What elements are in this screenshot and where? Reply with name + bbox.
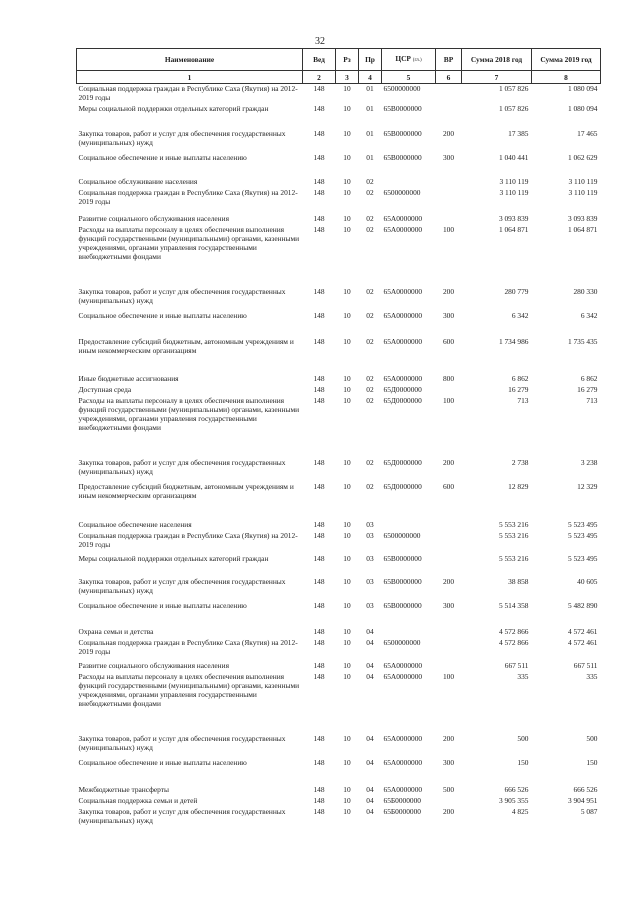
row-sum-2019: 1 080 094 (567, 84, 598, 93)
row-sum-2018: 17 385 (508, 128, 529, 138)
row-vr: 500 (442, 784, 455, 794)
row-sum-2018: 666 526 (504, 784, 529, 794)
row-name: Доступная среда (78, 384, 132, 394)
row-rz: 10 (343, 213, 351, 223)
row-vr (436, 627, 462, 638)
table-body (77, 84, 601, 827)
row-vr: 300 (442, 152, 455, 162)
budget-table (76, 48, 601, 827)
header-sum-2018: Сумма 2018 год (462, 49, 532, 71)
row-ved: 148 (313, 310, 325, 320)
row-csr: 65А0000000 (383, 310, 423, 320)
row-vr (436, 214, 462, 225)
row-vr: 200 (442, 457, 455, 467)
header-ved: Вед (303, 49, 336, 71)
row-sum-2019: 3 093 839 (567, 213, 598, 223)
row-sum-2019: 5 523 495 (567, 553, 598, 563)
header-col-number: 5 (382, 71, 436, 84)
row-csr: 65А0000000 (383, 286, 423, 296)
row-pr: 03 (366, 600, 374, 610)
row-ved: 148 (313, 457, 325, 467)
row-ved: 148 (313, 530, 325, 540)
row-sum-2018: 4 825 (511, 806, 529, 816)
row-sum-2018: 3 110 119 (499, 176, 529, 186)
row-csr (382, 627, 436, 638)
row-sum-2019: 4 572 461 (567, 626, 598, 636)
page-number: 32 (315, 36, 325, 47)
row-csr: 65В0000000 (383, 600, 422, 610)
row-sum-2019: 6 862 (580, 373, 598, 383)
row-csr: 65В0000000 (383, 103, 422, 113)
row-sum-2019: 5 523 495 (567, 530, 598, 540)
row-sum-2019: 40 605 (577, 576, 598, 586)
row-ved: 148 (313, 660, 325, 670)
row-sum-2018: 713 (517, 395, 529, 405)
row-rz: 10 (343, 481, 351, 491)
table-row (77, 374, 601, 385)
table-row (77, 396, 601, 458)
header-col-number: 1 (77, 71, 303, 84)
row-sum-2018: 1 734 986 (498, 336, 529, 346)
row-pr: 02 (366, 395, 374, 405)
row-ved: 148 (313, 286, 325, 296)
row-rz: 10 (343, 733, 351, 743)
row-pr: 04 (366, 784, 374, 794)
header-col-number: 7 (462, 71, 532, 84)
row-name: Социальное обеспечение населения (78, 519, 192, 529)
table-row (77, 520, 601, 531)
row-rz: 10 (343, 187, 351, 197)
row-vr: 300 (442, 757, 455, 767)
header-csr-label: ЦСР (395, 54, 411, 63)
table-row (77, 601, 601, 627)
row-ved: 148 (313, 128, 325, 138)
row-csr: 65А0000000 (383, 757, 423, 767)
row-vr: 600 (442, 481, 455, 491)
row-vr: 200 (442, 576, 455, 586)
row-csr: 65А0000000 (383, 660, 423, 670)
row-sum-2019: 280 330 (573, 286, 598, 296)
row-sum-2019: 3 110 119 (568, 187, 598, 197)
row-pr: 02 (366, 187, 374, 197)
header-csr (382, 49, 436, 71)
table-row (77, 84, 601, 104)
header-name: Наименование (77, 49, 303, 71)
header-col-number: 4 (359, 71, 382, 84)
table-row (77, 796, 601, 807)
row-name: Социальная поддержка семьи и детей (78, 795, 198, 805)
row-rz: 10 (343, 671, 351, 681)
row-sum-2018: 4 572 866 (498, 637, 529, 647)
row-name: Закупка товаров, работ и услуг для обеспечения государственных (муниципальных) нужд (78, 576, 286, 595)
row-ved: 148 (313, 637, 325, 647)
row-name: Иные бюджетные ассигнования (78, 373, 179, 383)
row-pr: 02 (366, 310, 374, 320)
row-rz: 10 (343, 384, 351, 394)
row-name: Социальное обслуживание населения (78, 176, 198, 186)
table-row (77, 385, 601, 396)
row-rz: 10 (343, 806, 351, 816)
row-vr: 200 (442, 286, 455, 296)
row-name: Охрана семьи и детства (78, 626, 154, 636)
row-rz: 10 (343, 530, 351, 540)
row-rz: 10 (343, 626, 351, 636)
row-sum-2019: 1 080 094 (567, 103, 598, 113)
row-csr: 65В0000000 (383, 152, 422, 162)
row-csr: 65Д0000000 (383, 481, 422, 491)
row-ved: 148 (313, 187, 325, 197)
table-row (77, 661, 601, 672)
row-sum-2019: 1 735 435 (567, 336, 598, 346)
table-row (77, 153, 601, 177)
row-vr: 200 (442, 128, 455, 138)
table-row (77, 104, 601, 129)
row-sum-2019: 500 (586, 733, 598, 743)
row-name: Социальное обеспечение и иные выплаты населению (78, 600, 247, 610)
row-name: Расходы на выплаты персоналу в целях обеспечения выполнения функций государственными (муниципальными) органами, казенными учреждениями, органами управления государственными внебюджетными фондами (78, 395, 300, 432)
row-vr (436, 385, 462, 396)
row-sum-2018: 1 057 826 (498, 84, 529, 93)
row-sum-2019: 666 526 (573, 784, 598, 794)
row-ved: 148 (313, 519, 325, 529)
table-row (77, 225, 601, 287)
row-csr: 6500000000 (383, 637, 421, 647)
row-ved: 148 (313, 152, 325, 162)
header-col-number: 8 (532, 71, 601, 84)
row-sum-2018: 1 057 826 (498, 103, 529, 113)
row-ved: 148 (313, 784, 325, 794)
table-row (77, 554, 601, 577)
row-sum-2019: 667 511 (573, 660, 598, 670)
row-rz: 10 (343, 600, 351, 610)
row-ved: 148 (313, 395, 325, 405)
row-rz: 10 (343, 553, 351, 563)
row-ved: 148 (313, 213, 325, 223)
row-sum-2018: 38 858 (508, 576, 529, 586)
row-sum-2018: 5 553 216 (498, 530, 529, 540)
row-sum-2019: 335 (586, 671, 598, 681)
row-rz: 10 (343, 286, 351, 296)
row-ved: 148 (313, 626, 325, 636)
row-sum-2018: 3 093 839 (498, 213, 529, 223)
table-row (77, 482, 601, 520)
row-sum-2018: 500 (517, 733, 529, 743)
table-row (77, 214, 601, 225)
row-vr (436, 104, 462, 129)
row-csr: 6500000000 (383, 84, 421, 93)
row-vr: 100 (442, 224, 455, 234)
table-row (77, 311, 601, 337)
row-rz: 10 (343, 457, 351, 467)
table-row (77, 785, 601, 796)
row-sum-2018: 1 040 441 (498, 152, 529, 162)
row-csr: 65Б0000000 (383, 795, 422, 805)
row-rz: 10 (343, 128, 351, 138)
row-rz: 10 (343, 224, 351, 234)
row-name: Закупка товаров, работ и услуг для обеспечения государственных (муниципальных) нужд (78, 286, 286, 305)
row-pr: 04 (366, 626, 374, 636)
row-name: Меры социальной поддержки отдельных категорий граждан (78, 103, 269, 113)
row-name: Закупка товаров, работ и услуг для обеспечения государственных (муниципальных) нужд (78, 733, 286, 752)
row-ved: 148 (313, 553, 325, 563)
row-sum-2019: 5 523 495 (567, 519, 598, 529)
row-sum-2018: 6 342 (511, 310, 529, 320)
row-sum-2019: 3 110 119 (568, 176, 598, 186)
row-ved: 148 (313, 373, 325, 383)
header-pr: Пр (359, 49, 382, 71)
row-ved: 148 (313, 576, 325, 586)
header-sum-2019: Сумма 2019 год (532, 49, 601, 71)
row-name: Закупка товаров, работ и услуг для обеспечения государственных (муниципальных) нужд (78, 806, 286, 825)
row-name: Социальное обеспечение и иные выплаты населению (78, 757, 247, 767)
row-vr: 100 (442, 671, 455, 681)
row-sum-2019: 6 342 (580, 310, 598, 320)
row-vr (436, 531, 462, 554)
row-sum-2018: 5 553 216 (498, 553, 529, 563)
row-rz: 10 (343, 784, 351, 794)
row-csr: 65В0000000 (383, 128, 422, 138)
row-vr: 600 (442, 336, 455, 346)
row-ved: 148 (313, 757, 325, 767)
row-name: Предоставление субсидий бюджетным, автономным учреждениям и иным некоммерческим организациям (78, 336, 294, 355)
row-vr (436, 520, 462, 531)
table-row (77, 758, 601, 785)
row-pr: 03 (366, 530, 374, 540)
row-csr: 65А0000000 (383, 224, 423, 234)
row-sum-2019: 5 087 (580, 806, 598, 816)
row-csr (382, 177, 436, 188)
row-name: Социальная поддержка граждан в Республике Саха (Якутия) на 2012-2019 годы (78, 637, 298, 656)
row-sum-2018: 335 (517, 671, 529, 681)
row-sum-2019: 3 904 951 (567, 795, 598, 805)
row-rz: 10 (343, 395, 351, 405)
row-csr: 65А0000000 (383, 784, 423, 794)
row-vr: 800 (442, 373, 455, 383)
row-sum-2019: 3 238 (580, 457, 598, 467)
row-pr: 02 (366, 457, 374, 467)
row-csr: 65Д0000000 (383, 384, 422, 394)
row-pr: 03 (366, 553, 374, 563)
row-sum-2018: 3 905 355 (498, 795, 529, 805)
row-name: Развитие социального обслуживания населения (78, 213, 229, 223)
header-vr: ВР (436, 49, 462, 71)
row-name: Развитие социального обслуживания населения (78, 660, 229, 670)
row-csr: 65В0000000 (383, 576, 422, 586)
row-pr: 02 (366, 176, 374, 186)
row-rz: 10 (343, 373, 351, 383)
row-vr (436, 177, 462, 188)
row-name: Социальное обеспечение и иные выплаты населению (78, 310, 247, 320)
row-sum-2018: 5 553 216 (498, 519, 529, 529)
row-vr: 300 (442, 310, 455, 320)
row-sum-2018: 150 (517, 757, 529, 767)
row-rz: 10 (343, 84, 351, 93)
row-sum-2019: 5 482 890 (567, 600, 598, 610)
row-vr: 300 (442, 600, 455, 610)
row-name: Социальная поддержка граждан в Республике Саха (Якутия) на 2012-2019 годы (78, 84, 298, 102)
row-pr: 02 (366, 384, 374, 394)
row-rz: 10 (343, 176, 351, 186)
row-csr: 65А0000000 (383, 213, 423, 223)
row-csr: 65Д0000000 (383, 457, 422, 467)
row-vr (436, 188, 462, 214)
row-sum-2019: 713 (586, 395, 598, 405)
row-ved: 148 (313, 733, 325, 743)
row-pr: 02 (366, 336, 374, 346)
row-sum-2019: 16 279 (577, 384, 598, 394)
row-name: Меры социальной поддержки отдельных категорий граждан (78, 553, 269, 563)
row-pr: 04 (366, 660, 374, 670)
table-row (77, 577, 601, 601)
row-pr: 02 (366, 213, 374, 223)
row-pr: 02 (366, 286, 374, 296)
row-rz: 10 (343, 152, 351, 162)
row-vr: 200 (442, 733, 455, 743)
row-pr: 01 (366, 152, 374, 162)
row-name: Расходы на выплаты персоналу в целях обеспечения выполнения функций государственными (муниципальными) органами, казенными учреждениями, органами управления государственными внебюджетными фондами (78, 224, 300, 261)
row-pr: 04 (366, 671, 374, 681)
header-csr-note: (гл.) (412, 58, 422, 63)
row-sum-2018: 1 064 871 (498, 224, 529, 234)
row-pr: 01 (366, 84, 374, 93)
row-csr (382, 520, 436, 531)
row-ved: 148 (313, 336, 325, 346)
header-col-number: 3 (336, 71, 359, 84)
row-name: Расходы на выплаты персоналу в целях обеспечения выполнения функций государственными (муниципальными) органами, казенными учреждениями, органами управления государственными внебюджетными фондами (78, 671, 300, 708)
row-rz: 10 (343, 757, 351, 767)
row-sum-2019: 150 (586, 757, 598, 767)
header-col-number: 2 (303, 71, 336, 84)
row-csr: 65В0000000 (383, 553, 422, 563)
table-row (77, 627, 601, 638)
row-name: Закупка товаров, работ и услуг для обеспечения государственных (муниципальных) нужд (78, 128, 286, 147)
row-vr (436, 638, 462, 661)
row-vr: 200 (442, 806, 455, 816)
row-pr: 01 (366, 128, 374, 138)
row-pr: 02 (366, 373, 374, 383)
row-name: Предоставление субсидий бюджетным, автономным учреждениям и иным некоммерческим организациям (78, 481, 294, 500)
header-rz: Рз (336, 49, 359, 71)
row-ved: 148 (313, 795, 325, 805)
table-row (77, 734, 601, 758)
row-sum-2018: 4 572 866 (498, 626, 529, 636)
row-rz: 10 (343, 310, 351, 320)
row-ved: 148 (313, 176, 325, 186)
table-row (77, 531, 601, 554)
row-name: Межбюджетные трансферты (78, 784, 169, 794)
row-csr: 65А0000000 (383, 671, 423, 681)
row-sum-2018: 3 110 119 (499, 187, 529, 197)
row-sum-2018: 667 511 (504, 660, 529, 670)
row-csr: 65А0000000 (383, 373, 423, 383)
row-rz: 10 (343, 637, 351, 647)
row-ved: 148 (313, 103, 325, 113)
row-pr: 02 (366, 224, 374, 234)
row-ved: 148 (313, 806, 325, 816)
table-row (77, 672, 601, 734)
row-rz: 10 (343, 795, 351, 805)
row-vr (436, 796, 462, 807)
row-rz: 10 (343, 519, 351, 529)
row-pr: 04 (366, 733, 374, 743)
row-sum-2018: 6 862 (511, 373, 529, 383)
row-sum-2018: 5 514 358 (498, 600, 529, 610)
table-row (77, 129, 601, 153)
row-pr: 03 (366, 576, 374, 586)
row-sum-2018: 280 779 (504, 286, 529, 296)
row-name: Социальное обеспечение и иные выплаты населению (78, 152, 247, 162)
row-sum-2018: 2 738 (511, 457, 529, 467)
row-pr: 03 (366, 519, 374, 529)
row-rz: 10 (343, 576, 351, 586)
table-row (77, 638, 601, 661)
table-row (77, 177, 601, 188)
row-sum-2019: 1 062 629 (567, 152, 598, 162)
row-csr: 6500000000 (383, 187, 421, 197)
row-ved: 148 (313, 224, 325, 234)
row-sum-2019: 1 064 871 (567, 224, 598, 234)
row-pr: 01 (366, 103, 374, 113)
table-row (77, 458, 601, 482)
row-rz: 10 (343, 660, 351, 670)
row-pr: 04 (366, 795, 374, 805)
row-pr: 04 (366, 637, 374, 647)
row-rz: 10 (343, 103, 351, 113)
row-csr: 65А0000000 (383, 336, 423, 346)
row-vr (436, 661, 462, 672)
row-sum-2018: 16 279 (508, 384, 529, 394)
row-sum-2019: 4 572 461 (567, 637, 598, 647)
row-sum-2019: 17 465 (577, 128, 598, 138)
row-csr: 65Д0000000 (383, 395, 422, 405)
row-vr (436, 84, 462, 104)
row-sum-2019: 12 329 (577, 481, 598, 491)
table-row (77, 807, 601, 827)
row-csr: 65Б0000000 (383, 806, 422, 816)
row-name: Закупка товаров, работ и услуг для обеспечения государственных (муниципальных) нужд (78, 457, 286, 476)
row-csr: 65А0000000 (383, 733, 423, 743)
row-sum-2018: 12 829 (508, 481, 529, 491)
row-csr: 6500000000 (383, 530, 421, 540)
table-header (77, 49, 601, 84)
row-pr: 04 (366, 806, 374, 816)
row-name: Социальная поддержка граждан в Республике Саха (Якутия) на 2012-2019 годы (78, 187, 298, 206)
row-ved: 148 (313, 600, 325, 610)
header-col-number: 6 (436, 71, 462, 84)
row-ved: 148 (313, 384, 325, 394)
row-vr (436, 554, 462, 577)
row-ved: 148 (313, 481, 325, 491)
table-row (77, 337, 601, 374)
row-rz: 10 (343, 336, 351, 346)
row-ved: 148 (313, 671, 325, 681)
row-vr: 100 (442, 395, 455, 405)
table-row (77, 287, 601, 311)
row-pr: 02 (366, 481, 374, 491)
row-ved: 148 (313, 84, 325, 93)
row-pr: 04 (366, 757, 374, 767)
table-row (77, 188, 601, 214)
row-name: Социальная поддержка граждан в Республике Саха (Якутия) на 2012-2019 годы (78, 530, 298, 549)
